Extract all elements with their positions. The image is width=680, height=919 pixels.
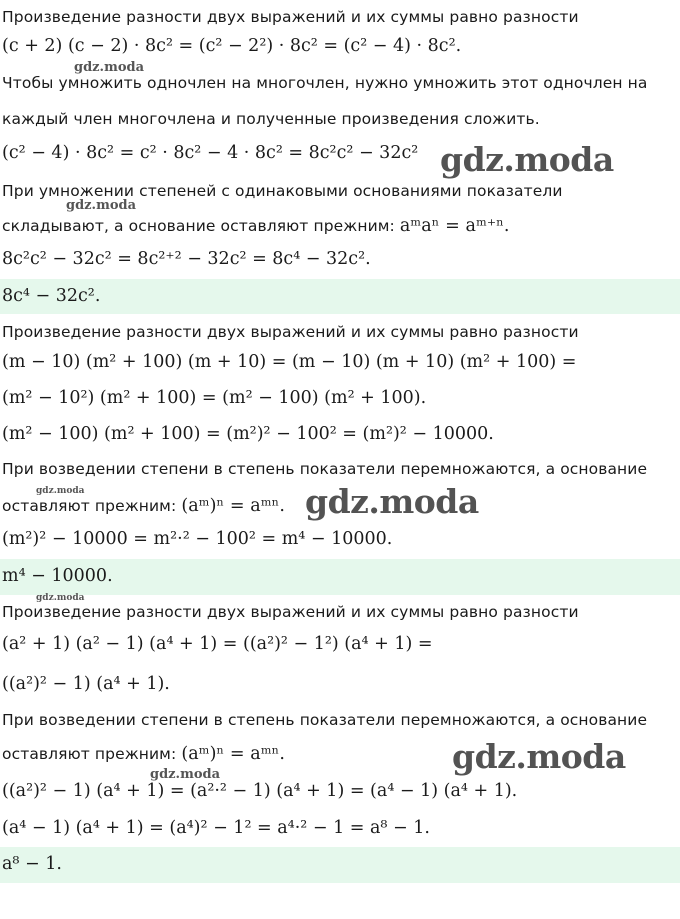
rule-difference-of-squares: Произведение разности двух выражений и их суммы равно разности: [2, 603, 579, 621]
equation: (a² + 1) (a² − 1) (a⁴ + 1) = ((a²)² − 1²) (a⁴ + 1) =: [2, 634, 433, 654]
equation: (c² − 4) · 8c² = c² · 8c² − 4 · 8c² = 8c²c² − 32c²: [2, 143, 419, 163]
rule-power-of-power-cont: [2, 744, 285, 764]
watermark-logo: gdz.moda: [74, 60, 145, 75]
rule-text: складывают, а основание оставляют прежним:: [2, 217, 400, 235]
rule-text: оставляют прежним:: [2, 497, 182, 515]
rule-difference-of-squares: Произведение разности двух выражений и их суммы равно разности: [2, 323, 579, 341]
answer: 8c⁴ − 32c².: [2, 286, 101, 306]
equation: ((a²)² − 1) (a⁴ + 1) = (a²·² − 1) (a⁴ + 1) = (a⁴ − 1) (a⁴ + 1).: [2, 781, 518, 801]
rule-difference-of-squares: Произведение разности двух выражений и их суммы равно разности: [2, 8, 579, 26]
watermark-logo: gdz.moda: [452, 737, 626, 776]
rule-power-product-cont: [2, 216, 510, 236]
equation: ((a²)² − 1) (a⁴ + 1).: [2, 674, 170, 694]
answer-band-3: [0, 847, 680, 883]
rule-power-of-power: При возведении степени в степень показатели перемножаются, а основание: [2, 711, 648, 729]
equation: (m² − 10²) (m² + 100) = (m² − 100) (m² + 100).: [2, 388, 427, 408]
rule-power-of-power: При возведении степени в степень показатели перемножаются, а основание: [2, 460, 648, 478]
rule-power-of-power-cont: [2, 496, 285, 516]
rule-text: оставляют прежним:: [2, 745, 182, 763]
watermark-logo: gdz.moda: [36, 593, 85, 603]
rule-monomial-times-polynomial: Чтобы умножить одночлен на многочлен, нужно умножить этот одночлен на: [2, 74, 648, 92]
rule-formula: (aᵐ)ⁿ = aᵐⁿ.: [181, 496, 286, 516]
equation: (a⁴ − 1) (a⁴ + 1) = (a⁴)² − 1² = a⁴·² − 1 = a⁸ − 1.: [2, 818, 430, 838]
watermark-logo: gdz.moda: [66, 198, 137, 213]
answer: a⁸ − 1.: [2, 854, 62, 874]
rule-monomial-times-polynomial-cont: каждый член многочлена и полученные произведения сложить.: [2, 110, 540, 128]
equation: (m − 10) (m² + 100) (m + 10) = (m − 10) (m + 10) (m² + 100) =: [2, 352, 577, 372]
answer-band-1: [0, 279, 680, 314]
answer: m⁴ − 10000.: [2, 566, 113, 586]
rule-power-product: При умножении степеней с одинаковыми основаниями показатели: [2, 182, 563, 200]
watermark-logo: gdz.moda: [36, 486, 85, 496]
equation: 8c²c² − 32c² = 8c²⁺² − 32c² = 8c⁴ − 32c².: [2, 249, 371, 269]
equation: (m² − 100) (m² + 100) = (m²)² − 100² = (m²)² − 10000.: [2, 424, 494, 444]
equation: (m²)² − 10000 = m²·² − 100² = m⁴ − 10000.: [2, 529, 393, 549]
rule-formula: (aᵐ)ⁿ = aᵐⁿ.: [181, 744, 286, 764]
watermark-logo: gdz.moda: [305, 482, 479, 521]
equation: (c + 2) (c − 2) · 8c² = (c² − 2²) · 8c² = (c² − 4) · 8c².: [2, 36, 462, 56]
rule-formula: aᵐaⁿ = aᵐ⁺ⁿ.: [399, 216, 510, 236]
watermark-logo: gdz.moda: [150, 767, 221, 782]
watermark-logo: gdz.moda: [440, 140, 614, 179]
